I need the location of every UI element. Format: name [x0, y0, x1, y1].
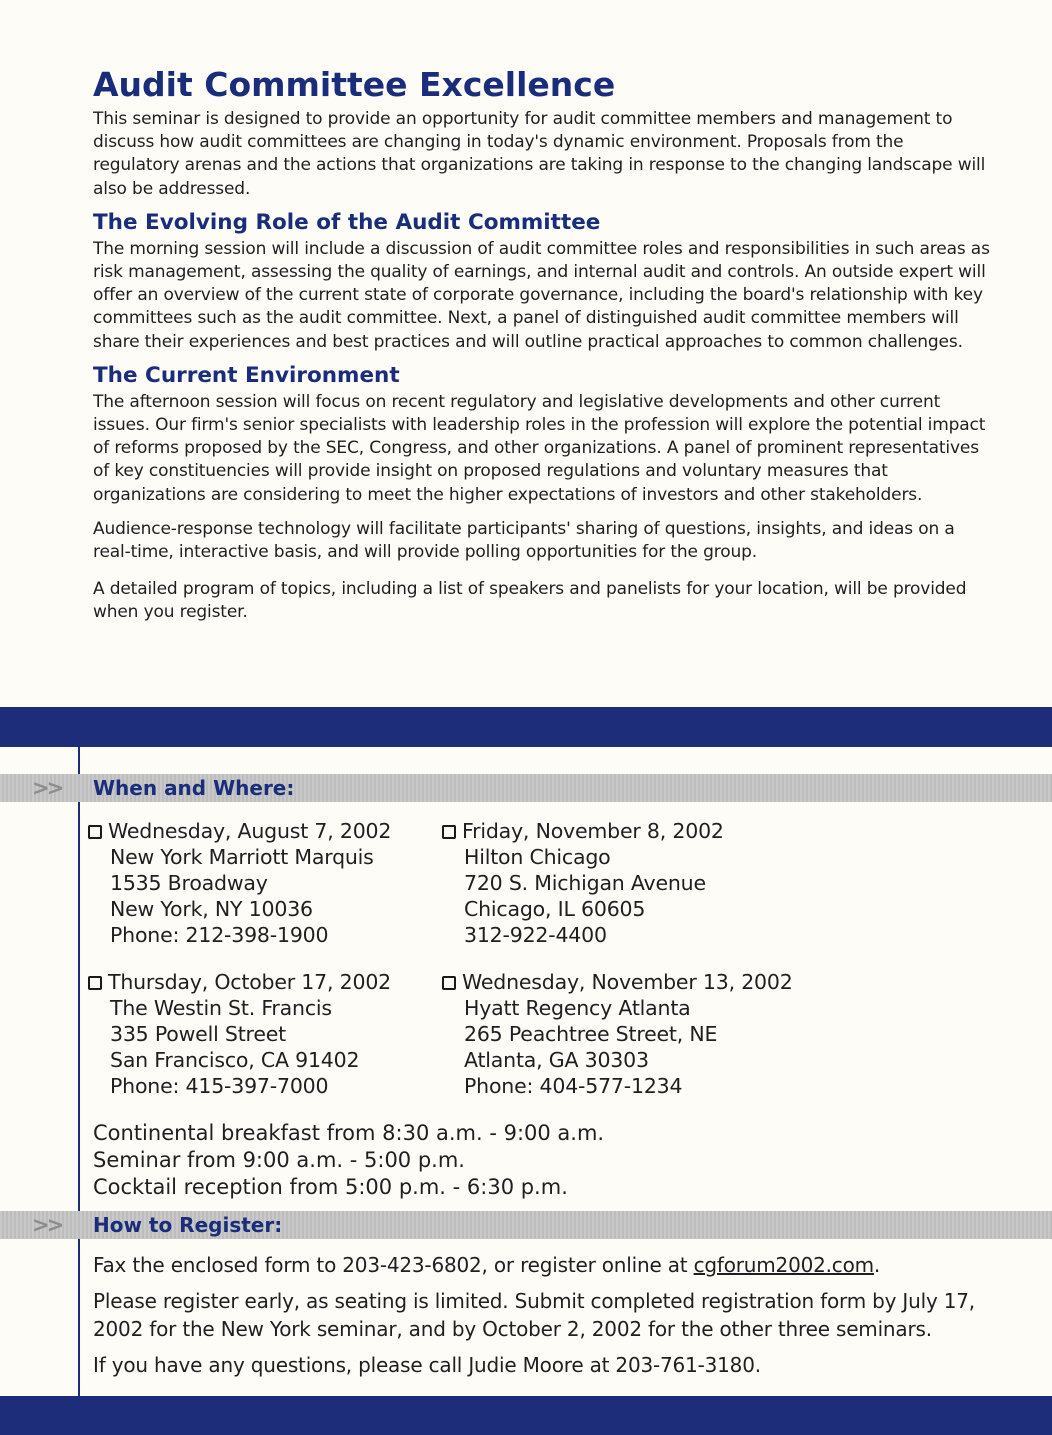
venue-street: 335 Powell Street: [110, 1022, 286, 1046]
venue-date: Friday, November 8, 2002: [462, 819, 724, 843]
current-environment-paragraph: The afternoon session will focus on recent regulatory and legislative developments and other current issues. Our firm's senior specialists with leadership roles in the profession will explore the potential impact of reforms proposed by the SEC, Congress, and other organizations. A panel of prominent representatives of key constituencies will provide insight on proposed regulations and voluntary measures that organizations are considering to meet the higher expectations of investors and other stakeholders.: [93, 391, 986, 505]
vertical-rule: [78, 747, 80, 1396]
section-heading-current-environment: The Current Environment: [93, 362, 400, 388]
venue-atlanta: [442, 969, 793, 1099]
when-where-label: When and Where:: [93, 776, 295, 800]
checkbox-atlanta[interactable]: [442, 976, 456, 990]
venue-city: New York, NY 10036: [110, 897, 313, 921]
time-seminar: Seminar from 9:00 a.m. - 5:00 p.m.: [93, 1148, 465, 1172]
venue-phone: 312-922-4400: [464, 923, 607, 947]
register-link[interactable]: cgforum2002.com: [693, 1253, 874, 1277]
questions-paragraph: If you have any questions, please call Judie Moore at 203-761-3180.: [93, 1353, 761, 1377]
venue-name: Hyatt Regency Atlanta: [464, 996, 691, 1020]
fax-end: .: [873, 1253, 881, 1277]
venue-name: Hilton Chicago: [464, 845, 611, 869]
time-cocktail: Cocktail reception from 5:00 p.m. - 6:30 p.m.: [93, 1175, 568, 1199]
venue-street: 265 Peachtree Street, NE: [464, 1022, 718, 1046]
venue-city: Atlanta, GA 30303: [464, 1048, 649, 1072]
early-paragraph: Please register early, as seating is limited. Submit completed registration form by July 17, 2002 for the New York seminar, and by October 2, 2002 for the other three seminars.: [93, 1289, 975, 1341]
venue-phone: Phone: 212-398-1900: [110, 923, 329, 947]
venue-city: Chicago, IL 60605: [464, 897, 646, 921]
venue-phone: Phone: 415-397-7000: [110, 1074, 329, 1098]
venue-name: The Westin St. Francis: [110, 996, 332, 1020]
venue-street: 720 S. Michigan Avenue: [464, 871, 706, 895]
double-chevron-icon: >>: [32, 776, 62, 800]
venue-san-francisco: [88, 969, 391, 1099]
venue-name: New York Marriott Marquis: [110, 845, 374, 869]
evolving-role-paragraph: The morning session will include a discussion of audit committee roles and responsibilities in such areas as risk management, assessing the quality of earnings, and internal audit and controls. An outside expert will offer an overview of the current state of corporate governance, including the board's relationship with key committees such as the audit committee. Next, a panel of distinguished audit committee members will share their experiences and best practices and will outline practical approaches to common challenges.: [93, 238, 990, 352]
register-info: [93, 1251, 1013, 1379]
venue-date: Wednesday, November 13, 2002: [462, 970, 793, 994]
bottom-divider-bar: [0, 1396, 1052, 1435]
when-where-band: [0, 774, 1052, 802]
venue-date: Wednesday, August 7, 2002: [108, 819, 392, 843]
venue-new-york: [88, 818, 391, 948]
checkbox-san-francisco[interactable]: [88, 976, 102, 990]
fax-text: Fax the enclosed form to 203-423-6802, or register online at: [93, 1253, 694, 1277]
register-label: How to Register:: [93, 1213, 283, 1237]
venue-phone: Phone: 404-577-1234: [464, 1074, 683, 1098]
page-title: Audit Committee Excellence: [93, 65, 616, 104]
venue-date: Thursday, October 17, 2002: [108, 970, 392, 994]
seminar-description: [93, 62, 993, 625]
schedule-times: [93, 1120, 604, 1201]
time-breakfast: Continental breakfast from 8:30 a.m. - 9:00 a.m.: [93, 1121, 605, 1145]
register-band: [0, 1211, 1052, 1239]
intro-paragraph: This seminar is designed to provide an opportunity for audit committee members and management to discuss how audit committees are changing in today's dynamic environment. Proposals from the regulatory arenas and the actions that organizations are taking in response to the changing landscape will also be addressed.: [93, 109, 986, 199]
double-chevron-icon: >>: [32, 1213, 62, 1237]
checkbox-chicago[interactable]: [442, 825, 456, 839]
venue-street: 1535 Broadway: [110, 871, 268, 895]
program-paragraph: A detailed program of topics, including a list of speakers and panelists for your location, will be provided when you register.: [93, 579, 967, 623]
venue-city: San Francisco, CA 91402: [110, 1048, 360, 1072]
audience-paragraph: Audience-response technology will facilitate participants' sharing of questions, insights, and ideas on a real-time, interactive basis, and will provide polling opportunities for the group.: [93, 518, 955, 563]
checkbox-new-york[interactable]: [88, 825, 102, 839]
venue-chicago: [442, 818, 724, 948]
fax-paragraph: [93, 1251, 1013, 1279]
section-heading-evolving-role: The Evolving Role of the Audit Committee: [93, 209, 601, 235]
top-divider-bar: [0, 707, 1052, 747]
